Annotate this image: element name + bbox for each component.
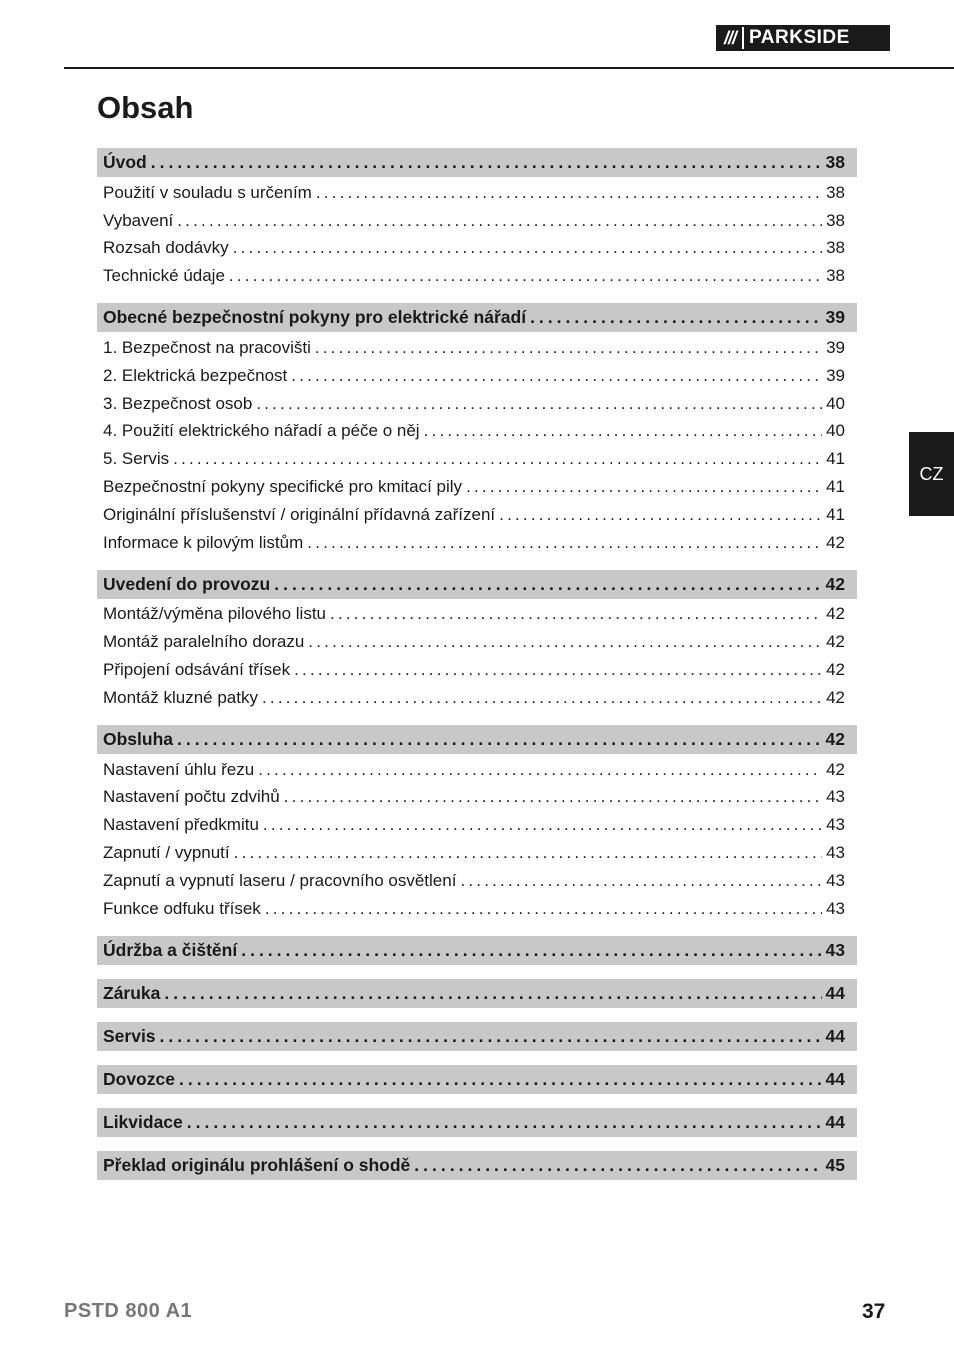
toc-item-label: 4. Použití elektrického nářadí a péče o něj: [103, 421, 420, 441]
toc-item[interactable]: [97, 362, 857, 390]
toc-section-title: Překlad originálu prohlášení o shodě: [103, 1154, 411, 1175]
page-title: Obsah: [97, 90, 194, 125]
toc-leader-dots: [316, 183, 822, 203]
toc-item-label: Nastavení počtu zdvihů: [103, 787, 280, 807]
toc-leader-dots: [256, 394, 822, 414]
toc-leader-dots: [284, 787, 822, 807]
toc-leader-dots: [187, 1112, 822, 1133]
toc-item[interactable]: [97, 756, 857, 784]
toc-section-heading[interactable]: [97, 570, 857, 599]
toc-leader-dots: [274, 574, 821, 595]
toc-item-page: 43: [826, 843, 845, 863]
toc-section-heading[interactable]: [97, 979, 857, 1008]
toc-section-heading[interactable]: [97, 725, 857, 754]
toc-item-page: 41: [826, 504, 845, 524]
toc-section-title: Uvedení do provozu: [103, 573, 271, 594]
toc-item[interactable]: [97, 895, 857, 923]
toc-section-page: 45: [825, 1154, 845, 1175]
toc-section-title: Obsluha: [103, 728, 174, 749]
toc-section: [97, 303, 857, 556]
toc-section-heading[interactable]: [97, 936, 857, 965]
toc-item-label: Originální příslušenství / originální přídavná zařízení: [103, 504, 496, 524]
toc-leader-dots: [179, 1069, 822, 1090]
toc-item[interactable]: [97, 784, 857, 812]
toc-section: [97, 1022, 857, 1051]
toc-item[interactable]: [97, 473, 857, 501]
toc-item[interactable]: [97, 601, 857, 629]
logo-brand: PARKSIDE: [742, 27, 850, 49]
toc-item-page: 42: [826, 632, 845, 652]
toc-leader-dots: [177, 729, 822, 750]
toc-leader-dots: [160, 1026, 822, 1047]
toc-item[interactable]: [97, 811, 857, 839]
toc-section-page: 44: [825, 1111, 845, 1132]
toc-item-page: 43: [826, 898, 845, 918]
toc-section: [97, 1108, 857, 1137]
toc-item[interactable]: [97, 418, 857, 446]
toc-leader-dots: [164, 983, 821, 1004]
toc-leader-dots: [291, 366, 822, 386]
toc-leader-dots: [315, 338, 822, 358]
toc-section-page: 44: [825, 1068, 845, 1089]
toc-section-title: Dovozce: [103, 1068, 175, 1089]
toc-item-label: Informace k pilovým listům: [103, 532, 304, 552]
toc-item-page: 40: [826, 393, 845, 413]
toc-item-list: [97, 599, 857, 712]
toc-item[interactable]: [97, 867, 857, 895]
toc-leader-dots: [258, 760, 822, 780]
toc-leader-dots: [308, 632, 822, 652]
toc-section: [97, 936, 857, 965]
toc-item[interactable]: [97, 207, 857, 235]
toc-section: [97, 148, 857, 290]
toc-item-label: Použití v souladu s určením: [103, 182, 312, 202]
toc-section-heading[interactable]: [97, 1022, 857, 1051]
toc-leader-dots: [460, 871, 822, 891]
toc-item[interactable]: [97, 390, 857, 418]
toc-item-list: [97, 177, 857, 290]
toc-section: [97, 1065, 857, 1094]
toc-item[interactable]: [97, 684, 857, 712]
toc-item[interactable]: [97, 445, 857, 473]
toc-item-page: 41: [826, 477, 845, 497]
toc-section-title: Záruka: [103, 982, 161, 1003]
toc-section-page: 39: [825, 307, 845, 328]
toc-leader-dots: [499, 505, 822, 525]
toc-item[interactable]: [97, 529, 857, 557]
toc-item[interactable]: [97, 501, 857, 529]
toc-item-label: Funkce odfuku třísek: [103, 898, 261, 918]
toc-item-page: 41: [826, 449, 845, 469]
toc-item-label: 5. Servis: [103, 449, 170, 469]
toc-item-label: Montáž paralelního dorazu: [103, 632, 305, 652]
footer-page-number: 37: [862, 1300, 886, 1323]
toc-item-label: Rozsah dodávky: [103, 238, 229, 258]
toc-item-page: 42: [826, 687, 845, 707]
toc-section-title: Servis: [103, 1025, 156, 1046]
toc-leader-dots: [177, 211, 822, 231]
toc-item-page: 38: [826, 238, 845, 258]
toc-section: [97, 725, 857, 923]
toc-item-label: 2. Elektrická bezpečnost: [103, 365, 288, 385]
toc-item-page: 42: [826, 532, 845, 552]
toc-item[interactable]: [97, 235, 857, 263]
toc-item-page: 43: [826, 870, 845, 890]
toc-item-page: 42: [826, 604, 845, 624]
logo-slashes: ///: [724, 27, 737, 48]
toc-item-label: Montáž/výměna pilového listu: [103, 604, 327, 624]
toc-item-label: Zapnutí a vypnutí laseru / pracovního osvětlení: [103, 870, 457, 890]
toc-leader-dots: [265, 899, 822, 919]
toc-leader-dots: [307, 533, 822, 553]
toc-section-title: Obecné bezpečnostní pokyny pro elektrické nářadí: [103, 307, 527, 328]
footer-model: PSTD 800 A1: [64, 1300, 193, 1322]
toc-section: [97, 979, 857, 1008]
toc-item[interactable]: [97, 628, 857, 656]
toc-leader-dots: [263, 815, 822, 835]
toc-section-heading[interactable]: [97, 1108, 857, 1137]
toc-item[interactable]: [97, 179, 857, 207]
toc-section-page: 44: [825, 982, 845, 1003]
parkside-logo: [716, 25, 890, 51]
toc-item-label: Vybavení: [103, 210, 174, 230]
toc-item-label: Nastavení předkmitu: [103, 815, 259, 835]
toc-section-title: Údržba a čištění: [103, 939, 238, 960]
toc-leader-dots: [234, 843, 822, 863]
toc-item-page: 43: [826, 787, 845, 807]
toc-item[interactable]: [97, 839, 857, 867]
toc-section-title: Likvidace: [103, 1111, 183, 1132]
toc-item-list: [97, 754, 857, 923]
toc-leader-dots: [294, 660, 822, 680]
toc-section-page: 44: [825, 1025, 845, 1046]
toc-item-page: 38: [826, 182, 845, 202]
toc-leader-dots: [262, 688, 822, 708]
toc-leader-dots: [424, 421, 822, 441]
toc-leader-dots: [330, 604, 822, 624]
language-tab: [909, 432, 954, 516]
toc-item[interactable]: [97, 656, 857, 684]
toc-section: [97, 1151, 857, 1180]
toc-leader-dots: [414, 1155, 821, 1176]
toc-leader-dots: [530, 307, 821, 328]
toc-section-heading[interactable]: [97, 303, 857, 332]
toc-leader-dots: [151, 152, 822, 173]
toc-item-label: 3. Bezpečnost osob: [103, 393, 253, 413]
toc-item-page: 38: [826, 266, 845, 286]
toc-item-label: Připojení odsávání třísek: [103, 660, 291, 680]
toc-section-page: 42: [825, 728, 845, 749]
header-rule: [64, 67, 954, 69]
toc-item-page: 42: [826, 660, 845, 680]
toc-item-label: Bezpečnostní pokyny specifické pro kmitací pily: [103, 477, 463, 497]
toc-section: [97, 570, 857, 712]
toc-item-label: 1. Bezpečnost na pracovišti: [103, 338, 311, 358]
toc-leader-dots: [229, 266, 822, 286]
toc-item-page: 43: [826, 815, 845, 835]
toc-item-page: 42: [826, 759, 845, 779]
toc-item-list: [97, 332, 857, 556]
toc-leader-dots: [466, 477, 822, 497]
toc-section-page: 42: [825, 573, 845, 594]
toc-item[interactable]: [97, 334, 857, 362]
toc-item-label: Nastavení úhlu řezu: [103, 759, 255, 779]
toc-item-page: 39: [826, 365, 845, 385]
toc-leader-dots: [233, 238, 822, 258]
table-of-contents: [97, 148, 857, 1194]
toc-item-page: 40: [826, 421, 845, 441]
toc-item[interactable]: [97, 262, 857, 290]
toc-section-page: 38: [825, 152, 845, 172]
toc-item-label: Technické údaje: [103, 266, 225, 286]
toc-leader-dots: [173, 449, 822, 469]
toc-leader-dots: [241, 940, 821, 961]
toc-section-heading[interactable]: [97, 1151, 857, 1180]
toc-item-label: Zapnutí / vypnutí: [103, 843, 230, 863]
toc-section-heading[interactable]: [97, 148, 857, 177]
toc-section-heading[interactable]: [97, 1065, 857, 1094]
language-tab-label: CZ: [919, 463, 944, 484]
toc-item-page: 39: [826, 338, 845, 358]
toc-item-label: Montáž kluzné patky: [103, 687, 258, 707]
toc-section-title: Úvod: [103, 152, 147, 172]
toc-section-page: 43: [825, 939, 845, 960]
toc-item-page: 38: [826, 210, 845, 230]
